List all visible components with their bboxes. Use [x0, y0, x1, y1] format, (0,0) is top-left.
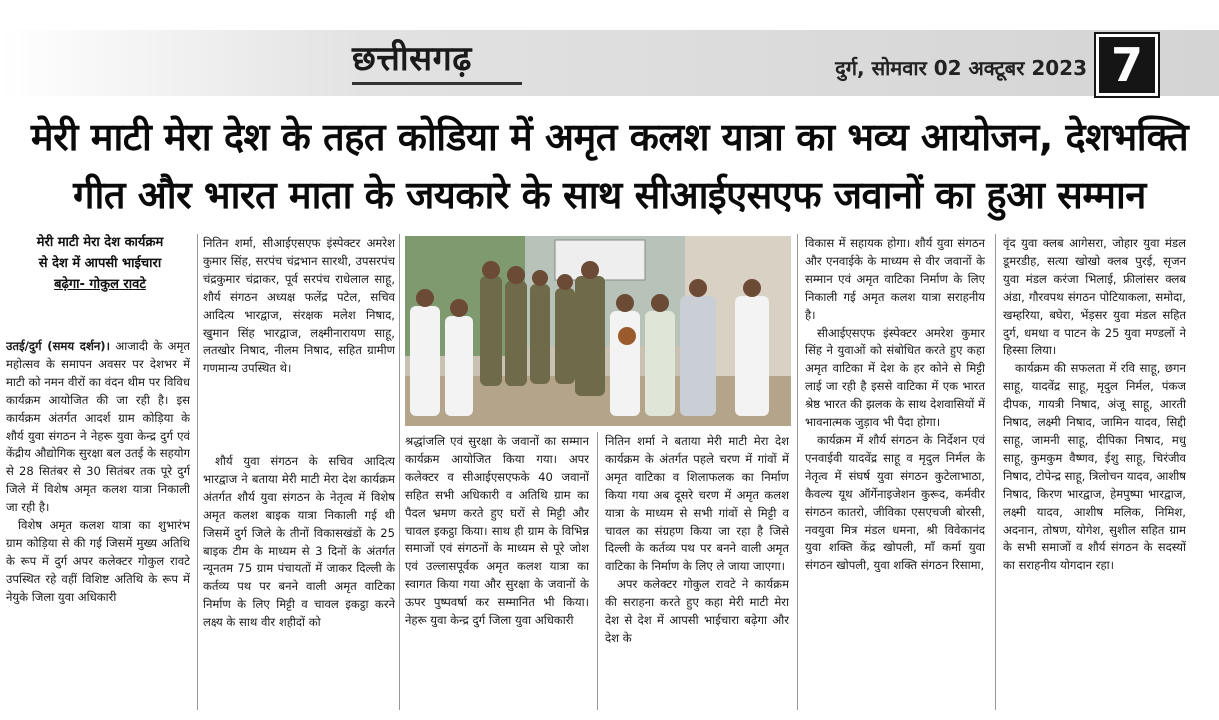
column-rule	[399, 234, 400, 710]
column-4-paragraph-1: नितिन शर्मा ने बताया मेरी माटी मेरा देश कार्यक्रम के अंतर्गत पहले चरण में गांवों में अमृत वाटिका व शिलाफलक का निर्माण किया गया अब दूसरे चरण में अमृत कलश यात्रा के माध्यम से सभी गांवों से मिट्टी व चावल का संग्रहण किया जा रहा है जिसे दिल्ली के कर्तव्य पथ पर बनने वाली अमृत वाटिका के निर्माण के लिए ले जाया जाएगा।	[605, 434, 789, 574]
column-4-paragraph-2: अपर कलेक्टर गोकुल रावटे ने कार्यक्रम की सराहना करते हुए कहा मेरी माटी मेरा देश से देश में आपसी भाईचारा बढ़ेगा और देश के	[605, 577, 789, 645]
column-5-paragraph-1: विकास में सहायक होगा। शौर्य युवा संगठन और एनवाईके के माध्यम से वीर जवानों के सम्मान एवं अमृत वाटिका निर्माण के लिए निकाली गई अमृत कलश यात्रा सराहनीय है।	[805, 236, 985, 322]
article-column-6	[1003, 235, 1186, 710]
article-column-2-bottom	[203, 453, 395, 710]
subhead-line-2: से देश में आपसी भाईचारा	[38, 256, 162, 271]
headline-line-2: गीत और भारत माता के जयकारे के साथ सीआईएसएफ जवानों का हुआ सम्मान	[73, 173, 1146, 217]
subhead-line-1: मेरी माटी मेरा देश कार्यक्रम	[36, 235, 164, 250]
article-column-3	[405, 433, 589, 710]
column-5-paragraph-3: कार्यक्रम में शौर्य संगठन के निर्देशन एवं एनवाईवी यादवेंद्र साहू व मृदुल निर्मल के नेतृत्व में संघर्ष युवा संगठन कुटेलाभाठा, कैवल्य यूथ ऑर्गेनाइजेशन कुरूद, कर्मवीर संगठन कातरो, जीविका एसएचजी बोरसी, नवयुवा मित्र मंडल धमना, श्री विवेकानंद युवा शक्ति केंद्र खोपली, माँ कर्मा युवा संगठन खोपली, युवा शक्ति संगठन रिसामा,	[805, 432, 985, 573]
column-1-paragraph-1: आजादी के अमृत महोत्सव के समापन अवसर पर देशभर में माटी को नमन वीरों का वंदन थीम पर विविध कार्यक्रम आयोजित की जा रही है। इस कार्यक्रम अंतर्गत आदर्श ग्राम कोड़िया के शौर्य युवा संगठन ने नेहरू युवा केन्द्र दुर्ग एवं केंद्रीय औद्योगिक सुरक्षा बल उतई के सहयोग से 28 सितंबर से 30 सितंबर तक पूरे दुर्ग जिले में विशेष अमृत कलश यात्रा निकाली जा रही है।	[6, 339, 190, 515]
column-6-paragraph-2: कार्यक्रम की सफलता में रवि साहू, छगन साहू, यादवेंद्र साहू, मृदुल निर्मल, पंकज दीपक, गायत्री निषाद, अंजू साहू, आरती निषाद, लक्ष्मी निषाद, जामिन यादव, सिद्दी साहू, जामनी साहू, दीपिका निषाद, मधु साहू, कुमकुम वैष्णव, ईशु साहू, चिरंजीव निषाद, टोपेन्द्र साहू, त्रिलोचन यादव, आशीष निषाद, किरण भारद्वाज, हेमपुष्पा भारद्वाज, लक्ष्मी यादव, आशीष मलिक, निमिश, अदनान, तोषण, योगेश, सुशील सहित ग्राम के सभी समाजों व शौर्य संगठन के सदस्यों का सराहनीय योगदान रहा।	[1003, 361, 1186, 573]
main-headline	[10, 108, 1209, 224]
column-6-paragraph-1: वृंद युवा क्लब आगेसरा, जोहार युवा मंडल डूमरडीह, सत्या खोखो क्लब पुरई, सृजन युवा मंडल करंजा भिलाई, फ्रीलांसर क्लब अंडा, गौरवपथ संगठन पोटियाकला, समोदा, खम्हरिया, बघेरा, भेंड़सर युवा मंडल सहित दुर्ग, धमधा व पाटन के 25 युवा मण्डलों ने हिस्सा लिया।	[1003, 236, 1186, 358]
article-column-1	[6, 338, 190, 710]
article-column-5	[805, 235, 985, 710]
article-column-4	[605, 433, 789, 710]
column-2-paragraph-1: नितिन शर्मा, सीआईएसएफ इंस्पेक्टर अमरेश कुमार सिंह, सरपंच चंद्रभान सारथी, उपसरपंच चंद्रकुमार चंद्राकर, पूर्व सरपंच राधेलाल साहू, शौर्य संगठन अध्यक्ष फलेंद्र पटेल, सचिव आदित्य भारद्वाज, संरक्षक मलेश निषाद, खुमान सिंह भारद्वाज, लक्ष्मीनारायण साहू, लतखोर निषाद, नीलम निषाद, सहित ग्रामीण गणमान्य उपस्थित थे।	[203, 236, 395, 376]
section-underline	[352, 82, 522, 85]
column-1-paragraph-2: विशेष अमृत कलश यात्रा का शुभारंभ ग्राम कोड़िया से की गई जिसमें मुख्य अतिथि के रूप में दुर्ग अपर कलेक्टर गोकुल रावटे उपस्थित रहे वहीं विशिष्ट अतिथि के रूप में नेयुके जिला युवा अधिकारी	[6, 518, 190, 604]
article-column-2-top	[203, 235, 395, 445]
column-2-paragraph-2: शौर्य युवा संगठन के सचिव आदित्य भारद्वाज ने बताया मेरी माटी मेरा देश कार्यक्रम अंतर्गत शौर्य युवा संगठन के नेतृत्व में विशेष अमृत कलश बाइक यात्रा निकाली गई थी जिसमें दुर्ग जिले के तीनों विकासखंडों के 25 बाइक टीम के माध्यम से 3 दिनों के अंतर्गत न्यूनतम 75 ग्राम पंचायतों में जाकर दिल्ली के कर्तव्य पथ पर बनने वाली अमृत वाटिका निर्माण के लिए मिट्टी व चावल इकट्ठा करने लक्ष्य के साथ वीर शहीदों को	[203, 454, 395, 630]
page-number: 7	[1096, 34, 1158, 96]
dateline: दुर्ग, सोमवार 02 अक्टूबर 2023	[835, 56, 1087, 80]
column-rule	[597, 432, 598, 710]
subhead-line-3: बढ़ेगा- गोकुल रावटे	[54, 277, 146, 292]
column-rule	[797, 234, 798, 710]
event-photo	[405, 236, 791, 426]
group-photo-icon	[405, 236, 791, 426]
column-5-paragraph-2: सीआईएसएफ इंस्पेक्टर अमरेश कुमार सिंह ने युवाओं को संबोधित करते हुए कहा अमृत वाटिका में देश के हर कोने से मिट्टी लाई जा रही है इससे वाटिका में एक भारत श्रेष्ठ भारत की झलक के साथ देशवासियों में भावनात्मक जुड़ाव भी पैदा होगा।	[805, 325, 985, 430]
headline-line-1: मेरी माटी मेरा देश के तहत कोडिया में अमृत कलश यात्रा का भव्य आयोजन, देशभक्ति	[30, 115, 1189, 159]
section-title: छत्तीसगढ़	[352, 39, 472, 79]
byline: उतई/दुर्ग (समय दर्शन)।	[6, 339, 110, 353]
column-rule	[995, 234, 996, 710]
sub-headline	[6, 232, 194, 295]
column-3-paragraph-1: श्रद्धांजलि एवं सुरक्षा के जवानों का सम्मान कार्यक्रम आयोजित किया गया। अपर कलेक्टर व सीआईएसएफके 40 जवानों सहित सभी अधिकारी व अतिथि ग्राम का पैदल भ्रमण करते हुए घरों से मिट्टी और चावल इकट्ठा किया। साथ ही ग्राम के विभिन्न समाजों एवं संगठनों के माध्यम से पूरे जोश एवं उल्लासपूर्वक अमृत कलश यात्रा का स्वागत किया गया और सुरक्षा के जवानों के ऊपर पुष्पवर्षा कर सम्मानित भी किया। नेहरू युवा केन्द्र दुर्ग जिला युवा अधिकारी	[405, 434, 589, 628]
column-rule	[197, 234, 198, 710]
